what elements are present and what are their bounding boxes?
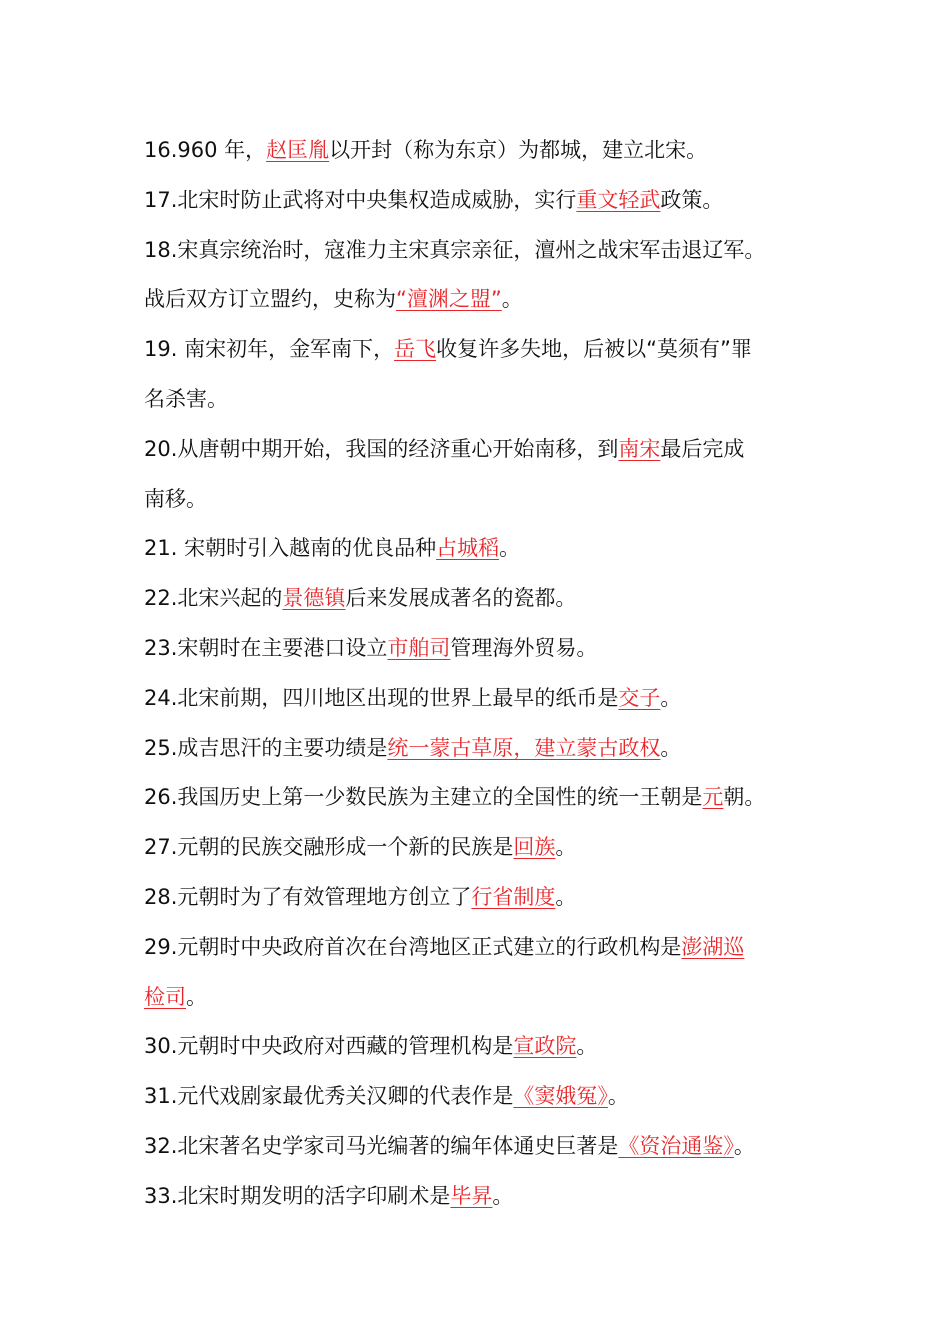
text-line xyxy=(144,972,834,1022)
answer-text: 赵匡胤 xyxy=(266,138,330,162)
question-text: 。 xyxy=(660,685,682,710)
question-text: 。 xyxy=(607,1084,629,1109)
question-text: 21. 宋朝时引入越南的优良品种 xyxy=(144,536,437,561)
text-line xyxy=(144,324,834,374)
question-text: 27.元朝的民族交融形成一个新的民族是 xyxy=(144,835,514,860)
answer-text: 检司 xyxy=(144,984,186,1009)
question-text: 政策。 xyxy=(660,187,724,212)
answer-text: 回族 xyxy=(513,835,556,860)
text-line xyxy=(144,1121,834,1171)
text-line xyxy=(144,673,834,723)
question-text: 32.北宋著名史学家司马光编著的编年体通史巨著是 xyxy=(144,1134,619,1158)
question-text: 24.北宋前期，四川地区出现的世界上最早的纸币是 xyxy=(144,685,619,710)
answer-text: 占城稻 xyxy=(436,536,500,561)
answer-text: 《窦娥冤》 xyxy=(513,1084,608,1109)
text-line xyxy=(144,424,834,474)
answer-text: 毕昇 xyxy=(450,1183,493,1208)
question-text: 20.从唐朝中期开始，我国的经济重心开始南移，到 xyxy=(144,436,619,461)
text-line xyxy=(144,523,834,573)
question-text: 25.成吉思汗的主要功绩是 xyxy=(144,735,388,760)
answer-text: 宣政院 xyxy=(513,1034,577,1059)
question-text: 。 xyxy=(555,885,577,909)
question-text: 17.北宋时防止武将对中央集权造成威胁，实行 xyxy=(144,187,577,212)
question-text: 31.元代戏剧家最优秀关汉卿的代表作是 xyxy=(144,1084,514,1109)
question-text: 南移。 xyxy=(144,486,207,511)
answer-text: 南宋 xyxy=(618,436,661,461)
question-text: 管理海外贸易。 xyxy=(450,636,598,660)
question-text: 18.宋真宗统治时，寇准力主宋真宗亲征，澶州之战宋军击退辽军。 xyxy=(144,237,766,262)
text-line xyxy=(144,772,834,822)
question-text: 。 xyxy=(576,1034,598,1059)
text-line xyxy=(144,175,834,225)
question-text: 28.元朝时为了有效管理地方创立了 xyxy=(144,885,472,909)
text-line xyxy=(144,1021,834,1071)
question-text: 19. 南宋初年，金军南下， xyxy=(144,337,395,362)
text-line xyxy=(144,125,834,175)
question-text: 以开封（称为东京）为都城，建立北宋。 xyxy=(329,138,708,162)
text-line xyxy=(144,274,834,324)
question-text: 23.宋朝时在主要港口设立 xyxy=(144,636,388,660)
text-line xyxy=(144,573,834,623)
question-text: 。 xyxy=(733,1134,755,1158)
question-text: 33.北宋时期发明的活字印刷术是 xyxy=(144,1183,451,1208)
answer-text: 统一蒙古草原，建立蒙古政权 xyxy=(387,735,661,760)
answer-text: 交子 xyxy=(618,685,661,710)
question-text: 26.我国历史上第一少数民族为主建立的全国性的统一王朝是 xyxy=(144,785,703,810)
question-text: 。 xyxy=(186,984,207,1009)
question-text: 收复许多失地，后被以“莫须有”罪 xyxy=(436,337,752,362)
answer-text: 岳飞 xyxy=(394,337,437,362)
question-text: 16.960 年， xyxy=(144,138,267,162)
answer-text: 重文轻武 xyxy=(576,187,661,212)
question-text: 29.元朝时中央政府首次在台湾地区正式建立的行政机构是 xyxy=(144,934,682,959)
question-text: 。 xyxy=(499,536,521,561)
answer-text: 《资治通鉴》 xyxy=(618,1134,734,1158)
question-text: 名杀害。 xyxy=(144,387,228,411)
answer-text: 元 xyxy=(702,785,724,810)
answer-text: “澶渊之盟” xyxy=(396,287,502,312)
answer-text: 澎湖巡 xyxy=(681,934,745,959)
text-line xyxy=(144,822,834,872)
question-text: 后来发展成著名的瓷都。 xyxy=(345,586,577,611)
answer-text: 行省制度 xyxy=(471,885,556,909)
question-text: 30.元朝时中央政府对西藏的管理机构是 xyxy=(144,1034,514,1059)
text-line xyxy=(144,623,834,673)
text-line xyxy=(144,225,834,275)
question-text: 22.北宋兴起的 xyxy=(144,586,283,611)
question-text: 。 xyxy=(501,287,523,312)
question-text: 。 xyxy=(660,735,682,760)
text-line xyxy=(144,922,834,972)
answer-text: 景德镇 xyxy=(282,586,346,611)
text-line xyxy=(144,1171,834,1221)
question-text: 最后完成 xyxy=(660,436,745,461)
text-line xyxy=(144,374,834,424)
question-text: 。 xyxy=(555,835,577,860)
text-line xyxy=(144,872,834,922)
question-text: 战后双方订立盟约，史称为 xyxy=(144,287,396,312)
text-line xyxy=(144,723,834,773)
text-line xyxy=(144,1071,834,1121)
answer-text: 市舶司 xyxy=(387,636,451,660)
text-line xyxy=(144,474,834,524)
question-text: 朝。 xyxy=(723,785,766,810)
question-text: 。 xyxy=(492,1183,514,1208)
